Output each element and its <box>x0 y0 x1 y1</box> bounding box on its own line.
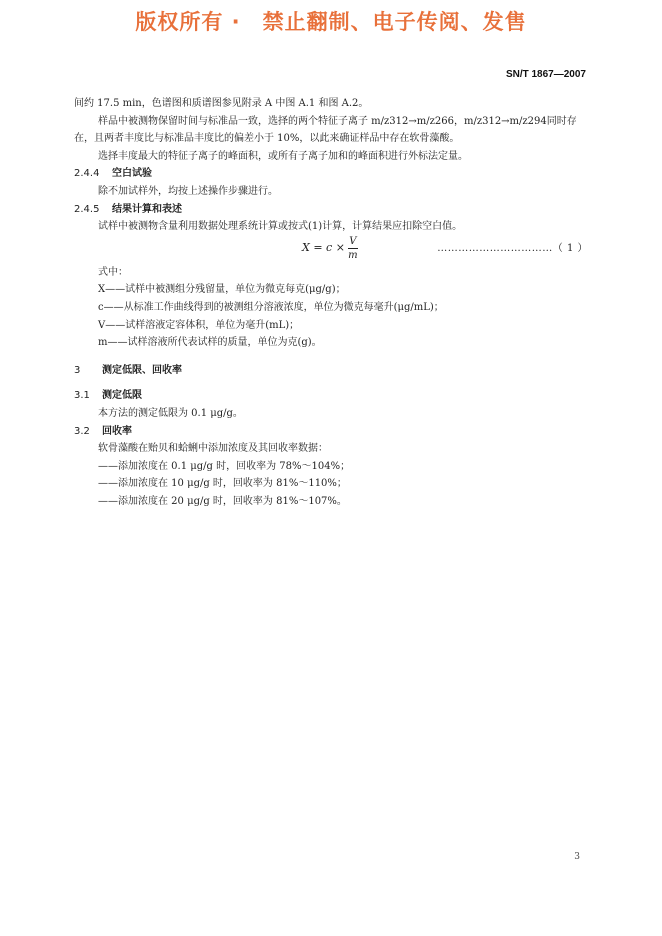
section-number: 3.1 <box>74 390 90 402</box>
section-number: 2.4.5 <box>74 203 100 215</box>
definition-item: m——试样溶液所代表试样的质量，单位为克(g)。 <box>98 337 322 349</box>
paragraph-continued: 间约 17.5 min，色谱图和质谱图参见附录 A 中图 A.1 和图 A.2。 <box>74 98 369 109</box>
section-number: 2.4.4 <box>74 168 100 180</box>
section-2-4-4-text: 除不加试样外，均按上述操作步骤进行。 <box>98 185 278 197</box>
definition-item: V——试样溶液定容体积，单位为毫升(mL)； <box>98 319 300 331</box>
paragraph-quantification: 选择丰度最大的特征子离子的峰面积，或所有子离子加和的峰面积进行外标法定量。 <box>98 150 468 162</box>
section-title: 结果计算和表述 <box>112 203 182 215</box>
standard-code: SN/T 1867—2007 <box>505 69 586 80</box>
where-label: 式中： <box>98 266 128 278</box>
section-number: 3.2 <box>74 425 90 437</box>
section-3-2-text: 软骨藻酸在贻贝和蛤蜊中添加浓度及其回收率数据： <box>98 443 328 455</box>
document-body <box>74 95 588 510</box>
formula-fraction <box>348 236 358 261</box>
copyright-watermark: 版权所有 · 禁止翻制、电子传阅、发售 <box>135 10 527 34</box>
formula <box>302 236 358 261</box>
page-number: 3 <box>574 852 580 862</box>
section-3-2-heading <box>74 423 588 441</box>
section-2-4-5-heading <box>74 201 588 219</box>
section-title: 空白试验 <box>112 168 152 180</box>
definition-item: c——从标准工作曲线得到的被测组分溶液浓度，单位为微克每毫升(μg/mL)； <box>98 301 444 313</box>
section-3-1-text: 本方法的测定低限为 0.1 μg/g。 <box>98 407 243 419</box>
formula-denominator: m <box>348 249 358 261</box>
section-title: 测定低限、回收率 <box>102 364 182 376</box>
section-2-4-5-text: 试样中被测物含量利用数据处理系统计算或按式(1)计算，计算结果应扣除空白值。 <box>98 221 463 233</box>
formula-lhs: X = c × <box>302 241 345 255</box>
formula-line <box>74 236 588 264</box>
formula-numerator: V <box>349 235 357 247</box>
fraction-bar <box>348 248 358 249</box>
section-3-1-heading <box>74 387 588 405</box>
definition-item: X——试样中被测组分残留量，单位为微克每克(μg/g)； <box>98 284 346 296</box>
section-title: 回收率 <box>102 425 132 437</box>
spacer <box>74 379 588 387</box>
section-number: 3 <box>74 364 81 376</box>
section-3-heading <box>74 362 588 380</box>
recovery-item: ——添加浓度在 20 μg/g 时，回收率为 81%～107%。 <box>98 495 347 507</box>
paragraph-confirmation: 样品中被测物保留时间与标准品一致，选择的两个特征子离子 m/z312→m/z266，m/z312→m/z294同时存在，且两者丰度比与标准品丰度比的偏差小于 10%，以此来确证样品中存在软骨藻酸。 <box>74 115 577 145</box>
recovery-item: ——添加浓度在 10 μg/g 时，回收率为 81%～110%； <box>98 478 347 490</box>
section-title: 测定低限 <box>102 390 142 402</box>
section-2-4-4-heading <box>74 165 588 183</box>
equation-number: ……………………………（ 1 ） <box>437 242 588 254</box>
recovery-item: ——添加浓度在 0.1 μg/g 时，回收率为 78%～104%； <box>98 460 351 472</box>
